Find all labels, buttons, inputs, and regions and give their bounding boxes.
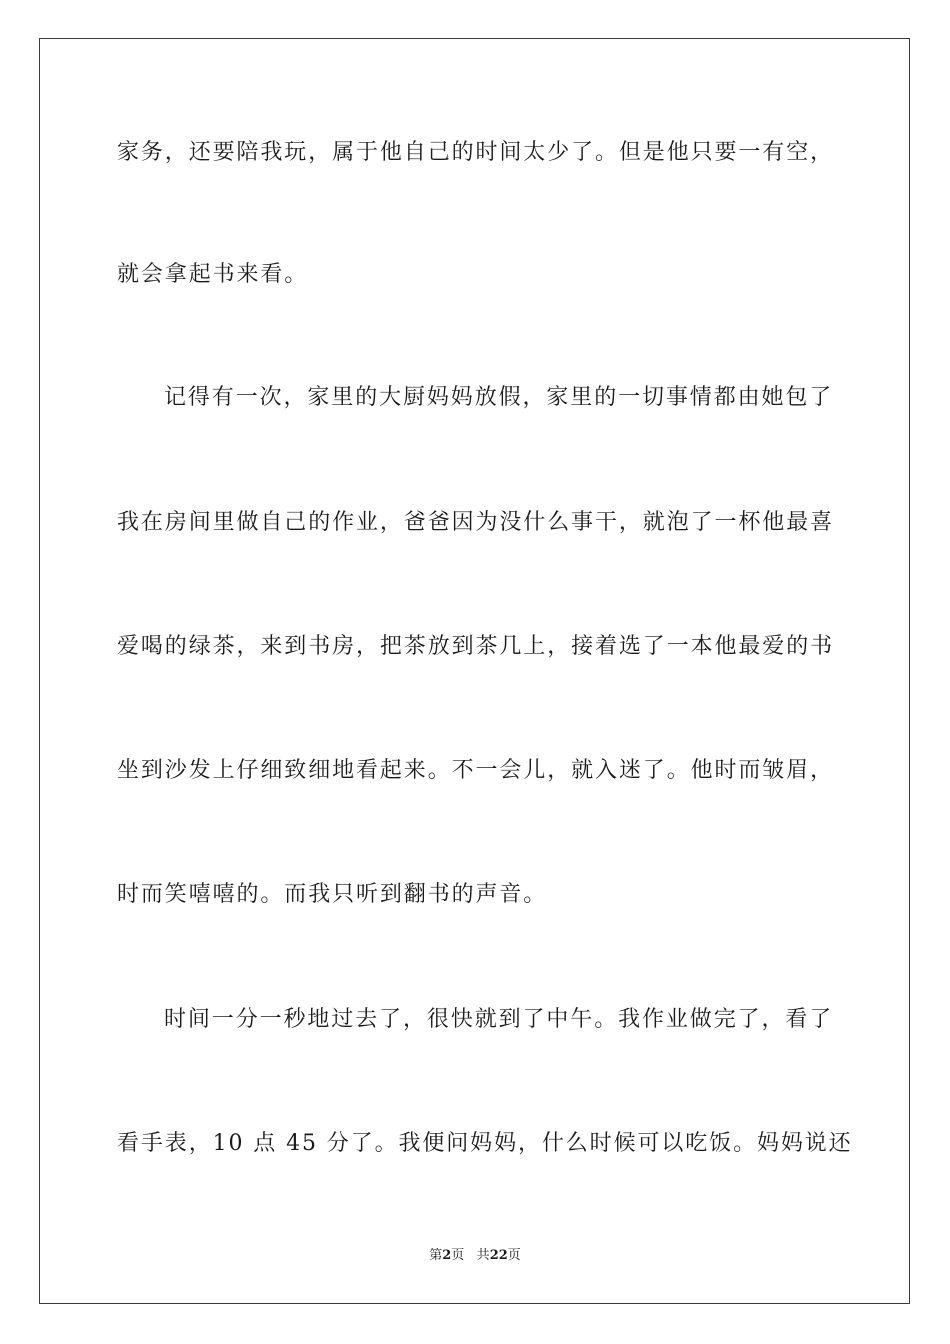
total-suffix: 页 <box>507 1248 521 1263</box>
body-line-6: 坐到沙发上仔细致细地看起来。不一会儿，就入迷了。他时而皱眉， <box>117 758 835 783</box>
page-border <box>39 38 910 1304</box>
body-line-9: 看手表，10 点 45 分了。我便问妈妈，什么时候可以吃饭。妈妈说还 <box>117 1131 853 1156</box>
body-line-2: 就会拿起书来看。 <box>117 262 309 287</box>
body-line-8: 时间一分一秒地过去了，很快就到了中午。我作业做完了，看了 <box>164 1007 834 1032</box>
page-prefix: 第 <box>429 1248 443 1263</box>
body-line-5: 爱喝的绿茶，来到书房，把茶放到茶几上，接着选了一本他最爱的书 <box>117 634 835 659</box>
body-line-4: 我在房间里做自己的作业，爸爸因为没什么事干，就泡了一杯他最喜 <box>117 510 835 535</box>
body-line-7: 时而笑嘻嘻的。而我只听到翻书的声音。 <box>117 882 548 907</box>
page-footer <box>0 1247 950 1265</box>
body-line-3: 记得有一次，家里的大厨妈妈放假，家里的一切事情都由她包了 <box>164 385 834 410</box>
total-pages: 22 <box>489 1248 508 1263</box>
page-suffix: 页 <box>451 1248 465 1263</box>
total-prefix: 共 <box>476 1248 490 1263</box>
body-line-1: 家务，还要陪我玩，属于他自己的时间太少了。但是他只要一有空， <box>117 140 835 165</box>
page-number: 2 <box>442 1248 452 1263</box>
